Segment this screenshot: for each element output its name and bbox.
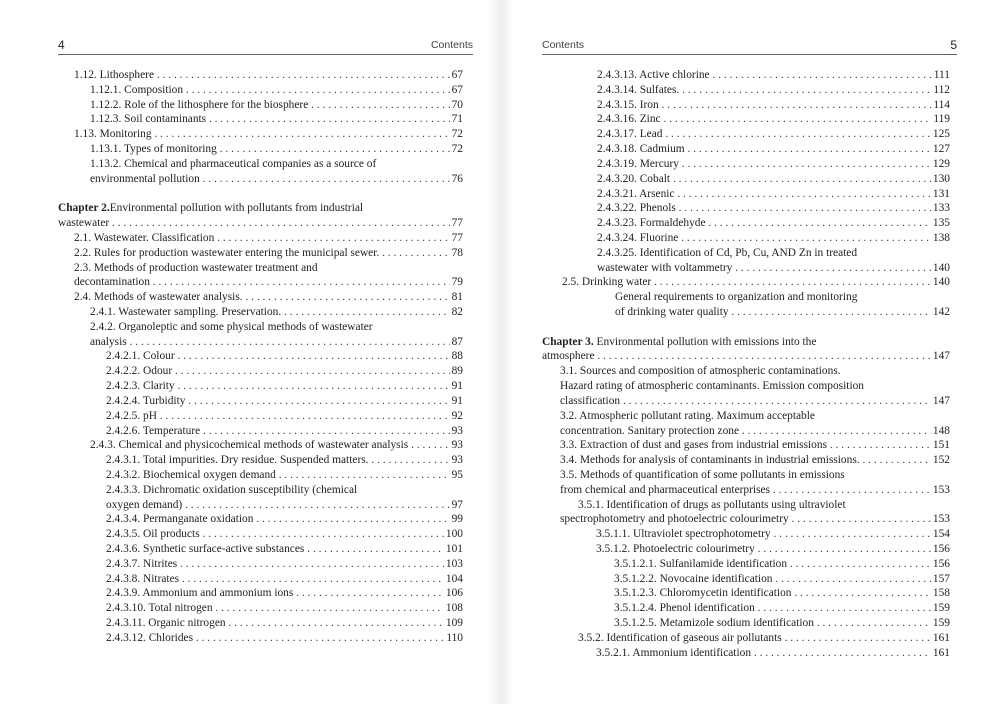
- toc-entry-title: 2.4.3.16. Zinc: [597, 113, 661, 126]
- toc-entry-title: 2.4.2.2. Odour: [106, 365, 173, 378]
- toc-page-number: 100: [445, 528, 463, 541]
- toc-entry-title-line: [58, 483, 463, 498]
- toc-page-number: 138: [932, 231, 950, 244]
- toc-dot-leader: [58, 246, 463, 261]
- toc-entry-title: 2.4.2.3. Clarity: [106, 380, 175, 393]
- toc-entry-title: 1.12.2. Role of the lithosphere for the biosphere: [90, 98, 309, 111]
- toc-entry-title-part: 3.2. Atmospheric pollutant rating. Maximum acceptable: [560, 409, 815, 422]
- toc-dot-leader: [58, 364, 463, 379]
- toc-dot-leader: [542, 601, 950, 616]
- toc-dot-leader: [542, 112, 950, 127]
- toc-page-number: 79: [451, 276, 463, 289]
- toc-entry-title-part: 2.4.3.25. Identification of Cd, Pb, Cu, AND Zn in treated: [597, 246, 858, 259]
- toc-dot-leader: [542, 483, 950, 498]
- toc-entry-title: environmental pollution: [90, 172, 200, 185]
- toc-dot-leader: [58, 542, 463, 557]
- toc-entry-title: 2.4.3.1. Total impurities. Dry residue. Suspended matters.: [106, 454, 369, 467]
- toc-page-number: 72: [451, 143, 463, 156]
- toc-page-number: 95: [451, 468, 463, 481]
- toc-entry-title: 2.4.3.12. Chlorides: [106, 631, 194, 644]
- toc-entry-title: 2.4.3.14. Sulfates.: [597, 83, 680, 96]
- toc-entry-title: concentration. Sanitary protection zone: [560, 424, 740, 437]
- toc-entry-title: 2.4.3.13. Active chlorine: [597, 69, 710, 81]
- toc-entry-title: 2.4.3.20. Cobalt: [597, 172, 671, 185]
- toc-page-number: 147: [932, 350, 950, 363]
- toc-page-number: 103: [445, 557, 463, 570]
- toc-entry-title-line: Hazard rating of atmospheric contaminants. Emission composition: [560, 380, 864, 393]
- toc-entry-title: 2.2. Rules for production wastewater entering the municipal sewer.: [74, 246, 380, 259]
- toc-entry: [58, 127, 463, 142]
- toc-entry: [542, 646, 950, 661]
- toc-page-number: 72: [451, 128, 463, 141]
- toc-entry: [58, 512, 463, 527]
- toc-entry-title: 2.1. Wastewater. Classification: [74, 231, 215, 244]
- toc-page-number: 78: [451, 246, 463, 259]
- toc-dot-leader: [58, 216, 463, 231]
- toc-entry: [542, 216, 950, 231]
- toc-dot-leader: [58, 172, 463, 187]
- toc-dot-leader: [58, 424, 463, 439]
- toc-entry-title-line: [58, 157, 463, 172]
- toc-entry-title: 2.4.2.5. pH: [106, 409, 157, 422]
- toc-page-number: 152: [932, 454, 950, 467]
- toc-entry: [58, 483, 463, 513]
- toc-entry: [542, 157, 950, 172]
- toc-entry: [58, 261, 463, 291]
- toc-entry: [542, 601, 950, 616]
- toc-entry-title-part: 2.4.3.3. Dichromatic oxidation susceptibility (chemical: [106, 483, 358, 496]
- toc-page-number: 157: [932, 572, 950, 585]
- toc-entry-title: 2.4.2.4. Turbidity: [106, 394, 186, 407]
- toc-entry-title: of drinking water quality: [615, 306, 729, 318]
- toc-dot-leader: [58, 512, 463, 527]
- toc-entry: [58, 379, 463, 394]
- toc-entry-title: from chemical and pharmaceutical enterprises: [560, 483, 770, 496]
- toc-entry-title: wastewater: [58, 217, 110, 230]
- toc-entry: [58, 424, 463, 439]
- header-rule: [58, 54, 473, 55]
- toc-entry-title: atmosphere: [542, 350, 595, 363]
- toc-entry: [58, 305, 463, 320]
- toc-entry: [58, 572, 463, 587]
- toc-page-number: 99: [451, 513, 463, 526]
- toc-entry: [542, 275, 950, 290]
- toc-dot-leader: [58, 335, 463, 350]
- toc-page-number: 70: [451, 98, 463, 111]
- toc-page-number: 131: [932, 187, 950, 200]
- toc-entry-title: 3.5.1.2.5. Metamizole sodium identification: [614, 617, 814, 630]
- toc-entry-title: 2.4.1. Wastewater sampling. Preservation.: [90, 306, 282, 318]
- toc-entry: [542, 527, 950, 542]
- toc-entry-title: 2.4.3.19. Mercury: [597, 157, 679, 170]
- toc-entry: [542, 453, 950, 468]
- toc-entry: [542, 112, 950, 127]
- toc-page-number: 130: [932, 172, 950, 185]
- toc-dot-leader: [58, 231, 463, 246]
- toc-dot-leader: [58, 98, 463, 113]
- toc-page-number: 156: [932, 557, 950, 570]
- toc-page-number: 161: [932, 646, 950, 659]
- toc-chapter-entry: [58, 201, 463, 231]
- toc-page-number: 151: [932, 439, 950, 452]
- toc-page-number: 142: [932, 306, 950, 318]
- toc-entry: [542, 83, 950, 98]
- toc-entry-title: 2.4.3.7. Nitrites: [106, 557, 178, 570]
- toc-page-number: 119: [933, 113, 950, 126]
- toc-spacer: [542, 320, 950, 335]
- toc-entry: [542, 616, 950, 631]
- toc-dot-leader: [542, 127, 950, 142]
- toc-page-number: 112: [933, 83, 950, 96]
- toc-dot-leader: [542, 349, 950, 364]
- toc-entry-title: 2.4.3.6. Synthetic surface-active substances: [106, 543, 305, 555]
- toc-entry-title-line: [542, 409, 950, 424]
- toc-page-number: 77: [451, 231, 463, 244]
- chapter-label: Chapter 3.: [542, 335, 594, 348]
- toc-entry: [542, 586, 950, 601]
- toc-entry-title-part: 3.5.1. Identification of drugs as pollutants using ultraviolet: [578, 498, 846, 511]
- toc-dot-leader: [542, 83, 950, 98]
- toc-entry-title: 2.4.3.24. Fluorine: [597, 231, 679, 244]
- toc-entry-title: wastewater with voltammetry: [597, 261, 733, 274]
- toc-page-number: 159: [932, 602, 950, 615]
- toc-entry-title: 3.3. Extraction of dust and gases from industrial emissions: [560, 439, 828, 452]
- page-number: 5: [950, 38, 957, 52]
- toc-entry: [58, 468, 463, 483]
- toc-dot-leader: [58, 142, 463, 157]
- toc-page-number: 67: [451, 69, 463, 81]
- toc-entry: [58, 409, 463, 424]
- running-title: Contents: [430, 39, 473, 51]
- running-header: [58, 38, 473, 54]
- toc-page-number: 77: [451, 217, 463, 230]
- toc-page-number: 140: [932, 261, 950, 274]
- toc-entry-title-line: [542, 290, 950, 305]
- toc-entry: [58, 616, 463, 631]
- toc-dot-leader: [58, 557, 463, 572]
- toc-dot-leader: [542, 216, 950, 231]
- toc-spacer: [58, 187, 463, 202]
- toc-entry: [542, 172, 950, 187]
- toc-entry-title: 3.5.2.1. Ammonium identification: [596, 646, 752, 659]
- toc-page-number: 71: [451, 113, 463, 126]
- toc-entry-title: 2.4.3.22. Phenols: [597, 202, 676, 215]
- toc-entry-title-part: 2.3. Methods of production wastewater treatment and: [74, 261, 318, 274]
- toc-entry: [542, 98, 950, 113]
- toc-entry: [58, 231, 463, 246]
- toc-dot-leader: [542, 438, 950, 453]
- toc-page-number: 89: [451, 365, 463, 378]
- toc-entry-title-part: 3.1. Sources and composition of atmospheric contaminations.: [560, 365, 841, 378]
- toc-page-number: 76: [451, 172, 463, 185]
- toc-entry-title: 2.4.3.18. Cadmium: [597, 143, 685, 156]
- toc-entry: [58, 394, 463, 409]
- toc-page-number: 127: [932, 143, 950, 156]
- toc-dot-leader: [58, 379, 463, 394]
- toc-entry-title-part: 2.4.2. Organoleptic and some physical methods of wastewater: [90, 320, 373, 333]
- toc-entry-title-part: 3.5. Methods of quantification of some pollutants in emissions: [560, 468, 845, 481]
- toc-page-number: 108: [445, 602, 463, 615]
- toc-page-number: 161: [932, 631, 950, 644]
- toc-entry: [542, 364, 950, 408]
- right-page: [500, 0, 1000, 704]
- toc-dot-leader: [58, 349, 463, 364]
- toc-entry-title: 2.4.3.10. Total nitrogen: [106, 602, 213, 615]
- toc-dot-leader: [58, 572, 463, 587]
- toc-dot-leader: [58, 112, 463, 127]
- toc-dot-leader: [58, 453, 463, 468]
- toc-page-number: 110: [446, 631, 463, 644]
- toc-dot-leader: [542, 631, 950, 646]
- toc-entry: [58, 542, 463, 557]
- toc-entry-title: 2.5. Drinking water: [562, 276, 652, 289]
- toc-entry-title-line: [542, 364, 950, 379]
- toc-entry-title: 2.4.3.21. Arsenic: [597, 187, 675, 200]
- toc-entry: [58, 631, 463, 646]
- toc-entry-title: 1.13. Monitoring: [74, 128, 152, 141]
- toc-chapter-entry: [542, 335, 950, 365]
- toc-entry: [58, 349, 463, 364]
- toc-dot-leader: [58, 127, 463, 142]
- toc-page-number: 147: [932, 394, 950, 407]
- toc-dot-leader: [542, 275, 950, 290]
- toc-page-number: 93: [451, 439, 463, 452]
- toc-entry: [542, 201, 950, 216]
- toc-dot-leader: [542, 616, 950, 631]
- toc-entry-title-line: [58, 201, 463, 216]
- toc-entry-title: 3.5.2. Identification of gaseous air pollutants: [578, 631, 782, 644]
- toc-entry-title-line: [542, 468, 950, 483]
- toc-entry: [542, 468, 950, 498]
- toc-entry-title: 2.4.3.15. Iron: [597, 98, 659, 111]
- toc-dot-leader: [542, 187, 950, 202]
- toc-entry: [542, 631, 950, 646]
- toc-dot-leader: [58, 83, 463, 98]
- toc-list: [58, 68, 463, 646]
- toc-entry: [58, 438, 463, 453]
- toc-dot-leader: [542, 305, 950, 320]
- toc-page-number: 81: [451, 291, 463, 304]
- toc-page-number: 93: [451, 454, 463, 467]
- toc-entry-title: 2.4.3.2. Biochemical oxygen demand: [106, 468, 276, 481]
- toc-entry-title: 2.4.3.17. Lead: [597, 128, 663, 141]
- toc-entry-title: 3.5.1.2.1. Sulfanilamide identification: [614, 557, 788, 570]
- toc-entry: [58, 98, 463, 113]
- toc-entry: [542, 142, 950, 157]
- toc-dot-leader: [542, 261, 950, 276]
- toc-entry: [58, 527, 463, 542]
- toc-dot-leader: [58, 438, 463, 453]
- toc-page-number: 148: [932, 424, 950, 437]
- toc-entry-title: 2.4.3. Chemical and physicochemical methods of wastewater analysis: [90, 439, 409, 452]
- toc-entry-title: 3.4. Methods for analysis of contaminants in industrial emissions.: [560, 454, 860, 467]
- toc-entry: [58, 557, 463, 572]
- toc-dot-leader: [542, 512, 950, 527]
- toc-dot-leader: [542, 201, 950, 216]
- toc-entry-title: 3.5.1.2.2. Novocaine identification: [614, 572, 773, 585]
- toc-entry-title-part: 1.13.2. Chemical and pharmaceutical companies as a source of: [90, 157, 377, 170]
- toc-entry: [58, 290, 463, 305]
- toc-entry: [58, 601, 463, 616]
- toc-entry-title-line: [58, 261, 463, 276]
- toc-entry: [58, 320, 463, 350]
- toc-entry-title-line: [542, 498, 950, 513]
- toc-page-number: 111: [933, 69, 950, 81]
- toc-page-number: 129: [932, 157, 950, 170]
- toc-dot-leader: [542, 172, 950, 187]
- toc-page-number: 153: [932, 483, 950, 496]
- toc-entry: [58, 453, 463, 468]
- running-header: [542, 38, 957, 54]
- toc-dot-leader: [542, 394, 950, 409]
- toc-entry: [542, 290, 950, 320]
- toc-entry-title: 2.4.3.5. Oil products: [106, 528, 200, 541]
- toc-dot-leader: [58, 468, 463, 483]
- toc-entry-title-part: Environmental pollution with emissions into the: [593, 335, 817, 348]
- toc-dot-leader: [58, 394, 463, 409]
- toc-entry-title-line: [542, 335, 950, 350]
- toc-dot-leader: [542, 68, 950, 83]
- toc-page-number: 91: [451, 380, 463, 393]
- toc-page-number: 125: [932, 128, 950, 141]
- toc-entry-title: 2.4.3.4. Permanganate oxidation: [106, 513, 254, 526]
- toc-page-number: 97: [451, 498, 463, 511]
- toc-entry: [542, 438, 950, 453]
- toc-entry: [58, 142, 463, 157]
- toc-entry: [58, 586, 463, 601]
- toc-entry-title: 3.5.1.2. Photoelectric colourimetry: [596, 543, 755, 555]
- toc-entry-title: 1.12. Lithosphere: [74, 69, 155, 81]
- toc-dot-leader: [542, 424, 950, 439]
- toc-entry: [58, 68, 463, 83]
- toc-dot-leader: [58, 616, 463, 631]
- toc-dot-leader: [58, 601, 463, 616]
- toc-dot-leader: [542, 586, 950, 601]
- toc-entry-title: 1.12.3. Soil contaminants: [90, 113, 207, 126]
- toc-dot-leader: [58, 586, 463, 601]
- toc-page-number: 87: [451, 335, 463, 348]
- toc-entry-title: spectrophotometry and photoelectric colourimetry: [560, 513, 789, 526]
- toc-dot-leader: [542, 557, 950, 572]
- toc-page-number: 91: [451, 394, 463, 407]
- toc-entry-title: classification: [560, 394, 621, 407]
- toc-page-number: 92: [451, 409, 463, 422]
- toc-entry: [542, 187, 950, 202]
- toc-entry-title: 2.4. Methods of wastewater analysis.: [74, 291, 243, 304]
- toc-dot-leader: [542, 157, 950, 172]
- toc-dot-leader: [542, 646, 950, 661]
- toc-entry-title: 3.5.1.1. Ultraviolet spectrophotometry: [596, 528, 771, 541]
- toc-dot-leader: [58, 290, 463, 305]
- toc-entry-title: 2.4.3.8. Nitrates: [106, 572, 180, 585]
- toc-entry: [542, 68, 950, 83]
- toc-page-number: 133: [932, 202, 950, 215]
- toc-entry: [542, 409, 950, 439]
- toc-dot-leader: [542, 142, 950, 157]
- toc-entry-title-part: General requirements to organization and monitoring: [615, 291, 858, 304]
- toc-entry-title: 2.4.3.23. Formaldehyde: [597, 217, 706, 230]
- toc-entry: [58, 112, 463, 127]
- toc-page-number: 159: [932, 617, 950, 630]
- toc-entry-title-line: [58, 320, 463, 335]
- chapter-label: Chapter 2.: [58, 202, 110, 215]
- toc-entry: [58, 364, 463, 379]
- toc-dot-leader: [542, 98, 950, 113]
- toc-dot-leader: [58, 527, 463, 542]
- toc-entry-title: analysis: [90, 335, 127, 348]
- toc-entry-title: 2.4.2.1. Colour: [106, 350, 175, 363]
- toc-dot-leader: [542, 453, 950, 468]
- toc-dot-leader: [58, 305, 463, 320]
- toc-dot-leader: [58, 409, 463, 424]
- toc-entry-title: 3.5.1.2.4. Phenol identification: [614, 602, 755, 615]
- toc-entry-title: 3.5.1.2.3. Chloromycetin identification: [614, 587, 792, 600]
- toc-page-number: 153: [932, 513, 950, 526]
- toc-dot-leader: [58, 275, 463, 290]
- toc-entry: [542, 557, 950, 572]
- toc-page-number: 101: [445, 543, 463, 555]
- toc-entry-title: 1.13.1. Types of monitoring: [90, 143, 217, 156]
- toc-dot-leader: [542, 572, 950, 587]
- toc-dot-leader: [542, 231, 950, 246]
- toc-page-number: 114: [933, 98, 950, 111]
- toc-entry-title: 2.4.3.9. Ammonium and ammonium ions: [106, 587, 294, 600]
- toc-page-number: 158: [932, 587, 950, 600]
- toc-page-number: 109: [445, 617, 463, 630]
- toc-entry: [542, 127, 950, 142]
- toc-entry: [542, 542, 950, 557]
- toc-page-number: 104: [445, 572, 463, 585]
- toc-entry: [58, 246, 463, 261]
- toc-entry: [58, 83, 463, 98]
- running-title: Contents: [542, 39, 585, 51]
- toc-page-number: 156: [932, 543, 950, 555]
- toc-entry: [542, 498, 950, 528]
- toc-entry: [542, 231, 950, 246]
- toc-dot-leader: [58, 68, 463, 83]
- toc-list: [542, 68, 950, 661]
- toc-dot-leader: [58, 631, 463, 646]
- toc-dot-leader: [58, 498, 463, 513]
- toc-entry-title: 2.4.2.6. Temperature: [106, 424, 201, 437]
- toc-entry: [542, 572, 950, 587]
- toc-page-number: 82: [451, 306, 463, 318]
- toc-dot-leader: [542, 527, 950, 542]
- toc-dot-leader: [542, 542, 950, 557]
- toc-entry: [58, 157, 463, 187]
- toc-entry-title: 2.4.3.11. Organic nitrogen: [106, 617, 226, 630]
- toc-entry-title: 1.12.1. Composition: [90, 83, 184, 96]
- toc-page-number: 154: [932, 528, 950, 541]
- toc-entry: [542, 246, 950, 276]
- toc-entry-title-part: Environmental pollution with pollutants from industrial: [109, 202, 364, 215]
- toc-entry-title-line: [542, 246, 950, 261]
- page-number: 4: [58, 38, 65, 52]
- toc-page-number: 67: [451, 83, 463, 96]
- toc-page-number: 140: [932, 276, 950, 289]
- toc-page-number: 106: [445, 587, 463, 600]
- toc-page-number: 93: [451, 424, 463, 437]
- header-rule: [542, 54, 957, 55]
- toc-page-number: 135: [932, 217, 950, 230]
- toc-entry-title: decontamination: [74, 276, 150, 289]
- toc-page-number: 88: [451, 350, 463, 363]
- toc-entry-title: oxygen demand): [106, 498, 183, 511]
